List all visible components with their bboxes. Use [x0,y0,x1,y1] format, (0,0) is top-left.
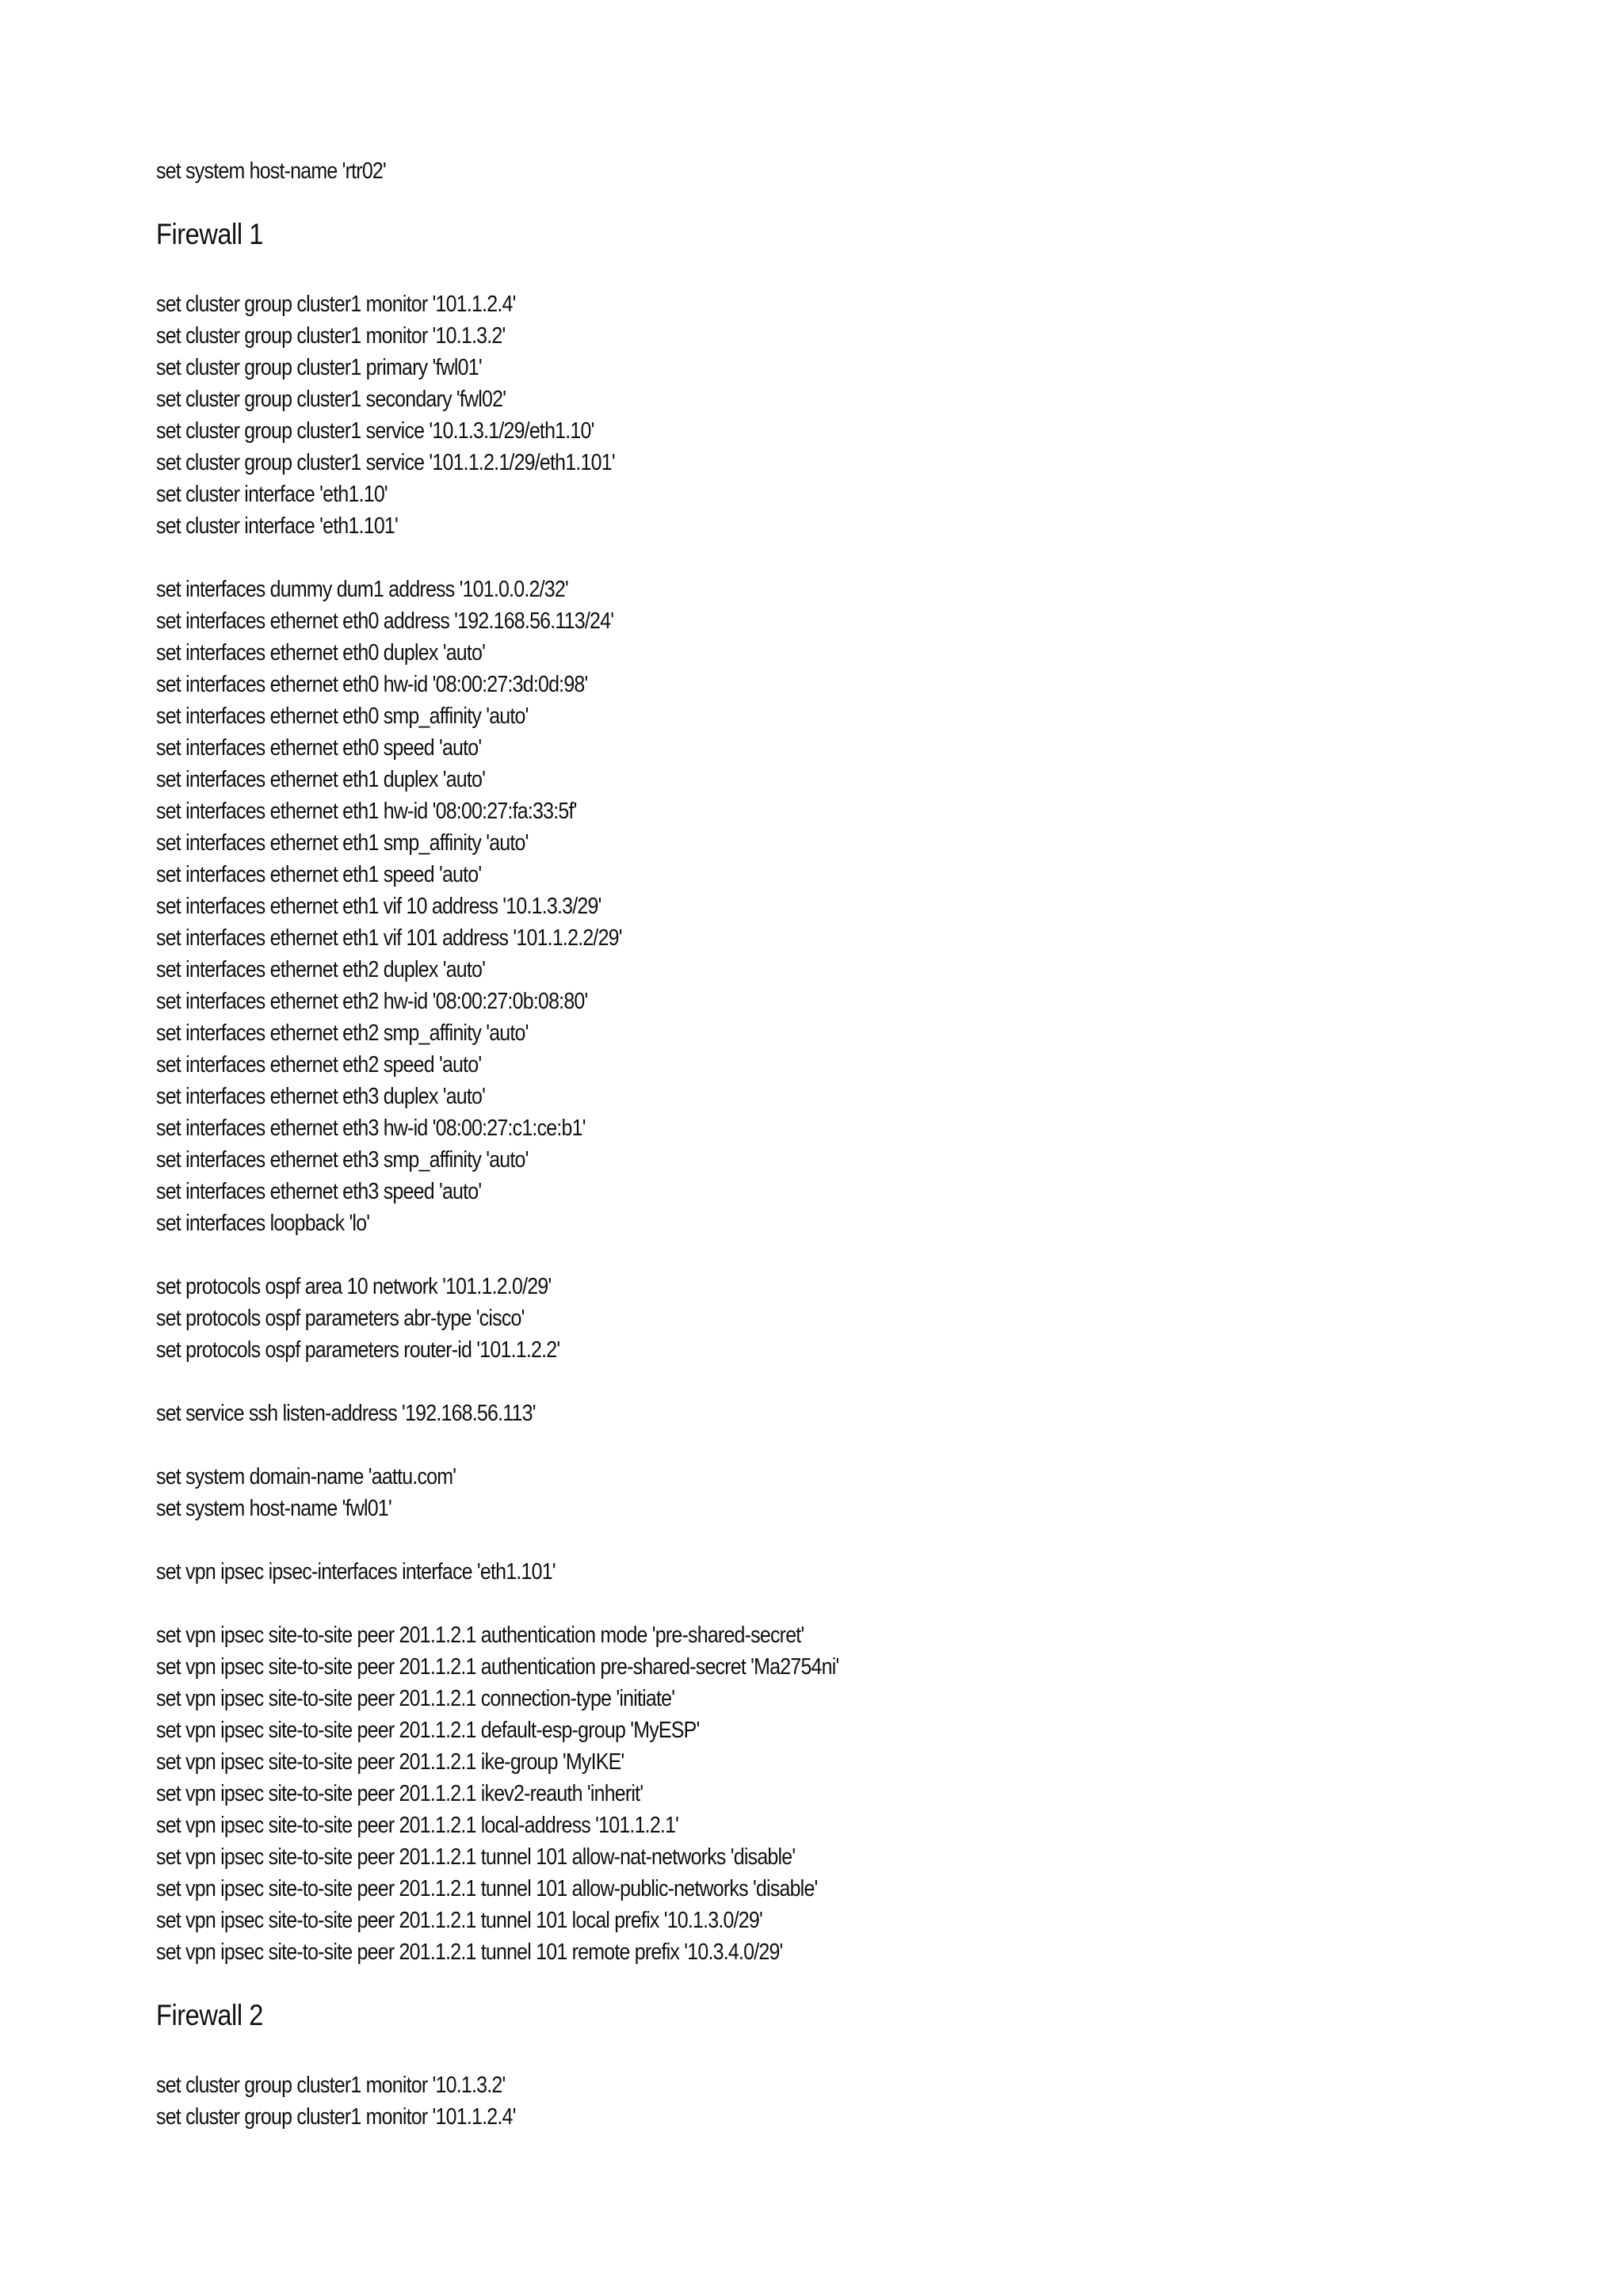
section-heading-firewall-2: Firewall 2 [156,1999,263,2031]
config-line: set interfaces ethernet eth3 speed 'auto' [156,1179,482,1204]
config-line: set interfaces ethernet eth1 vif 10 address '10.1.3.3/29' [156,894,601,919]
config-line: set vpn ipsec site-to-site peer 201.1.2.1 authentication pre-shared-secret 'Ma2754ni' [156,1654,839,1680]
config-line: set vpn ipsec site-to-site peer 201.1.2.1 ikev2-reauth 'inherit' [156,1781,643,1806]
firewall1-system-block [156,1461,1543,1524]
config-line: set interfaces ethernet eth3 smp_affinity 'auto' [156,1147,529,1173]
config-line: set cluster group cluster1 service '101.1.2.1/29/eth1.101' [156,450,615,475]
firewall2-cluster-block [156,2069,1543,2133]
config-line: set cluster group cluster1 monitor '101.1.2.4' [156,292,516,317]
config-line: set interfaces ethernet eth1 vif 101 address '101.1.2.2/29' [156,925,622,951]
config-line: set interfaces ethernet eth3 duplex 'auto' [156,1084,486,1109]
config-line: set vpn ipsec ipsec-interfaces interface 'eth1.101' [156,1559,556,1585]
firewall1-interfaces-block [156,574,1543,1239]
config-line: set cluster interface 'eth1.10' [156,482,388,507]
config-line: set vpn ipsec site-to-site peer 201.1.2.1 connection-type 'initiate' [156,1686,675,1711]
firewall1-site-to-site-block [156,1619,1543,1968]
config-line: set protocols ospf parameters abr-type 'cisco' [156,1306,525,1331]
config-line: set vpn ipsec site-to-site peer 201.1.2.1 ike-group 'MyIKE' [156,1749,624,1775]
config-line: set system domain-name 'aattu.com' [156,1464,456,1489]
config-line: set interfaces ethernet eth2 smp_affinity 'auto' [156,1020,529,1046]
config-line: set protocols ospf area 10 network '101.1.2.0/29' [156,1274,552,1299]
config-line: set interfaces ethernet eth1 duplex 'auto' [156,767,486,792]
config-line: set interfaces ethernet eth1 hw-id '08:00:27:fa:33:5f' [156,799,577,824]
config-line: set cluster group cluster1 monitor '101.1.2.4' [156,2104,516,2130]
config-line: set protocols ospf parameters router-id '101.1.2.2' [156,1337,560,1363]
config-line: set vpn ipsec site-to-site peer 201.1.2.1 default-esp-group 'MyESP' [156,1718,700,1743]
config-line: set vpn ipsec site-to-site peer 201.1.2.1 tunnel 101 local prefix '10.1.3.0/29' [156,1908,762,1933]
config-line: set system host-name 'fwl01' [156,1496,391,1521]
config-line: set vpn ipsec site-to-site peer 201.1.2.1 authentication mode 'pre-shared-secret' [156,1623,804,1648]
firewall1-ospf-block [156,1271,1543,1366]
config-line: set cluster group cluster1 monitor '10.1.3.2' [156,2073,506,2098]
config-line: set interfaces dummy dum1 address '101.0.0.2/32' [156,577,568,602]
config-line: set vpn ipsec site-to-site peer 201.1.2.1 tunnel 101 allow-nat-networks 'disable' [156,1844,796,1870]
config-line: set interfaces ethernet eth0 speed 'auto' [156,735,482,761]
config-line: set vpn ipsec site-to-site peer 201.1.2.1 tunnel 101 allow-public-networks 'disable' [156,1876,818,1901]
section-heading-firewall-1: Firewall 1 [156,218,263,250]
config-line: set interfaces ethernet eth1 speed 'auto' [156,862,482,887]
document-page [156,155,1543,2133]
config-line: set cluster group cluster1 service '10.1.3.1/29/eth1.10' [156,418,594,444]
config-line: set interfaces ethernet eth0 hw-id '08:00:27:3d:0d:98' [156,672,588,697]
config-line: set system host-name 'rtr02' [156,158,387,184]
config-line: set interfaces ethernet eth2 hw-id '08:00:27:0b:08:80' [156,989,588,1014]
config-line: set interfaces ethernet eth2 speed 'auto' [156,1052,482,1077]
config-line: set interfaces ethernet eth0 smp_affinity 'auto' [156,704,529,729]
firewall1-ipsec-interfaces-block [156,1556,1543,1588]
config-line: set interfaces ethernet eth1 smp_affinity 'auto' [156,830,529,856]
firewall1-cluster-block [156,288,1543,542]
config-line: set vpn ipsec site-to-site peer 201.1.2.1 tunnel 101 remote prefix '10.3.4.0/29' [156,1939,783,1965]
config-line: set interfaces loopback 'lo' [156,1211,370,1236]
config-line: set cluster interface 'eth1.101' [156,513,399,539]
config-line: set interfaces ethernet eth3 hw-id '08:00:27:c1:ce:b1' [156,1116,586,1141]
config-line: set interfaces ethernet eth2 duplex 'auto' [156,957,486,982]
config-line: set cluster group cluster1 primary 'fwl01' [156,355,482,380]
config-line: set cluster group cluster1 secondary 'fwl02' [156,387,506,412]
config-line: set service ssh listen-address '192.168.56.113' [156,1401,536,1426]
config-line: set vpn ipsec site-to-site peer 201.1.2.1 local-address '101.1.2.1' [156,1813,679,1838]
config-line: set interfaces ethernet eth0 address '192.168.56.113/24' [156,608,614,634]
config-line: set cluster group cluster1 monitor '10.1.3.2' [156,323,506,349]
config-line: set interfaces ethernet eth0 duplex 'auto' [156,640,486,666]
firewall1-ssh-block [156,1398,1543,1429]
